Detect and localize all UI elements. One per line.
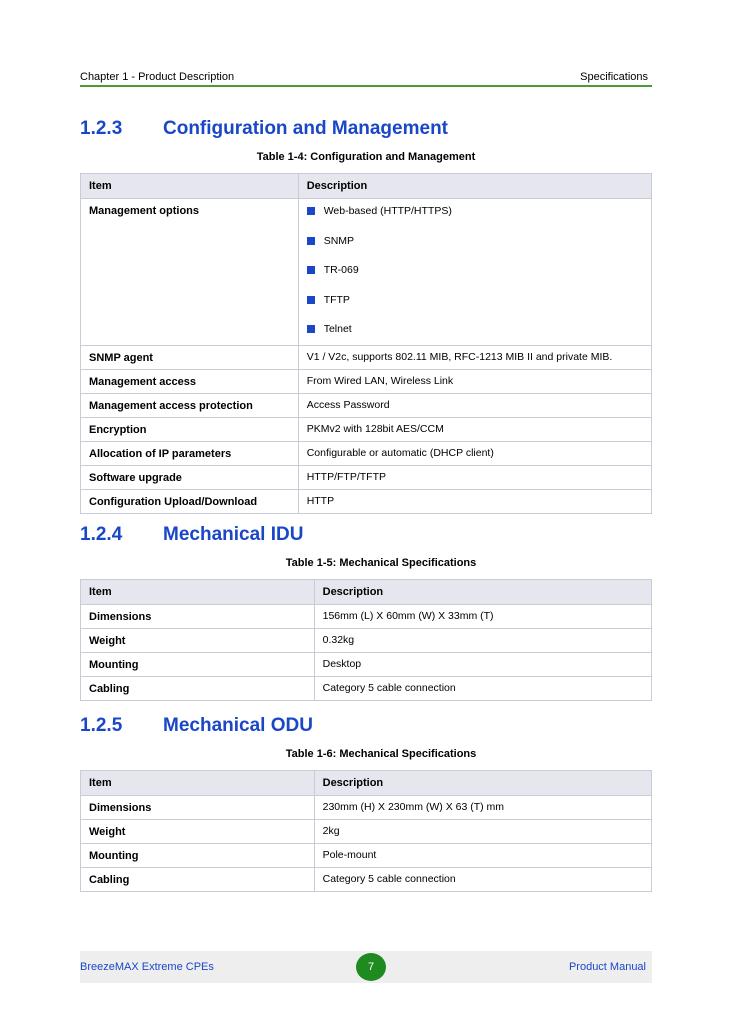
bullet-square-icon	[307, 296, 315, 304]
column-header-item: Item	[81, 174, 299, 199]
list-item: TFTP	[307, 294, 643, 324]
management-options-list	[307, 205, 643, 345]
page-header	[80, 70, 652, 87]
column-header-description: Description	[314, 771, 651, 796]
section-title: Specifications	[580, 71, 648, 83]
list-item: Web-based (HTTP/HTTPS)	[307, 205, 643, 235]
bullet-square-icon	[307, 207, 315, 215]
table-row: Weight 0.32kg	[81, 629, 652, 653]
row-description	[298, 199, 651, 346]
table-row: Cabling Category 5 cable connection	[81, 677, 652, 701]
table-row: Dimensions 230mm (H) X 230mm (W) X 63 (T) mm	[81, 796, 652, 820]
section-title-text: Configuration and Management	[163, 118, 448, 139]
section-heading-1-2-4	[80, 524, 303, 546]
column-header-item: Item	[81, 580, 315, 605]
table-row: Weight 2kg	[81, 820, 652, 844]
list-item: SNMP	[307, 235, 643, 265]
bullet-square-icon	[307, 325, 315, 333]
table-header-row	[81, 174, 652, 199]
row-item: Management options	[81, 199, 299, 346]
table-header-row	[81, 771, 652, 796]
footer-product-name: BreezeMAX Extreme CPEs	[80, 961, 214, 973]
table-row: Configuration Upload/Download HTTP	[81, 490, 652, 514]
section-title-text: Mechanical ODU	[163, 715, 313, 736]
mechanical-idu-table	[80, 579, 652, 701]
table-row	[81, 199, 652, 346]
section-number: 1.2.3	[80, 118, 123, 139]
table-row: Management access From Wired LAN, Wireless Link	[81, 370, 652, 394]
mechanical-odu-table	[80, 770, 652, 892]
table-row: Software upgrade HTTP/FTP/TFTP	[81, 466, 652, 490]
page-number-badge: 7	[356, 953, 386, 981]
list-item: TR-069	[307, 264, 643, 294]
chapter-title: Chapter 1 - Product Description	[80, 71, 235, 83]
table-row: Allocation of IP parameters Configurable or automatic (DHCP client)	[81, 442, 652, 466]
table-row: SNMP agent V1 / V2c, supports 802.11 MIB, RFC-1213 MIB II and private MIB.	[81, 346, 652, 370]
section-heading-1-2-3	[80, 118, 448, 140]
section-number: 1.2.4	[80, 524, 123, 545]
table-row: Mounting Pole-mount	[81, 844, 652, 868]
config-management-table	[80, 173, 652, 514]
section-number: 1.2.5	[80, 715, 123, 736]
section-title-text: Mechanical IDU	[163, 524, 304, 545]
column-header-description: Description	[298, 174, 651, 199]
table-caption-1-4: Table 1-4: Configuration and Management	[256, 151, 476, 163]
table-row: Management access protection Access Password	[81, 394, 652, 418]
table-row: Mounting Desktop	[81, 653, 652, 677]
bullet-square-icon	[307, 266, 315, 274]
table-caption-1-5: Table 1-5: Mechanical Specifications	[285, 557, 477, 569]
table-caption-1-6: Table 1-6: Mechanical Specifications	[285, 748, 477, 760]
list-item: Telnet	[307, 323, 643, 345]
table-row: Dimensions 156mm (L) X 60mm (W) X 33mm (T)	[81, 605, 652, 629]
footer-document-name: Product Manual	[568, 961, 646, 973]
table-header-row	[81, 580, 652, 605]
section-heading-1-2-5	[80, 715, 313, 737]
bullet-square-icon	[307, 237, 315, 245]
table-row: Encryption PKMv2 with 128bit AES/CCM	[81, 418, 652, 442]
page-footer	[80, 951, 652, 983]
column-header-item: Item	[81, 771, 315, 796]
column-header-description: Description	[314, 580, 651, 605]
table-row: Cabling Category 5 cable connection	[81, 868, 652, 892]
